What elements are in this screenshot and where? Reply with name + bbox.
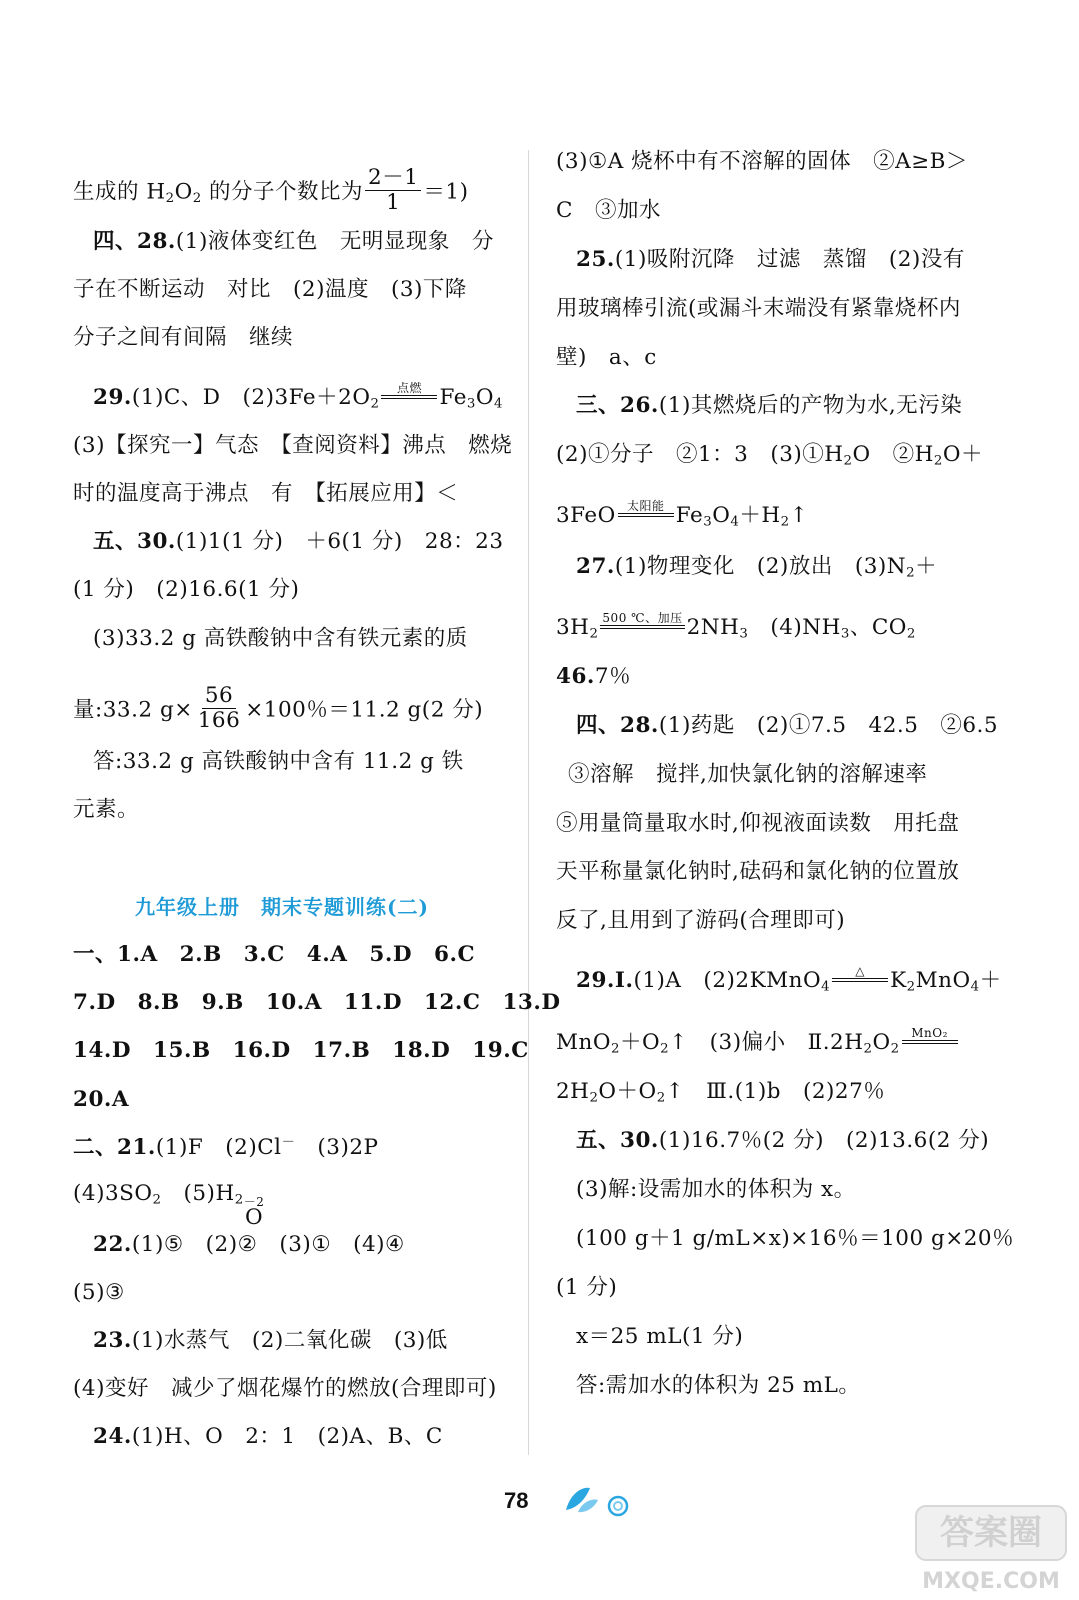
question-number: 29.Ⅰ. [576, 968, 634, 993]
equation-line: $MnO_2+O_2↑$ (3)偏小 $Ⅱ.2H_2O_2$ MnO₂ [556, 1029, 960, 1057]
answer-line: 元素。 [73, 797, 140, 822]
oxidation-state: －2 O [243, 1195, 265, 1230]
text: 生成的 H [73, 179, 166, 205]
watermark-logo-icon [912, 1500, 1072, 1598]
question-number: 五、30. [93, 529, 176, 554]
text: ＝1) [423, 179, 469, 205]
answer-line: (5)③ [73, 1280, 125, 1305]
answer-line: (3)33.2 g 高铁酸钠中含有铁元素的质 [93, 626, 468, 651]
fraction: $\frac{56}{166}$ [197, 683, 241, 733]
text: 的分子个数比为 [201, 179, 364, 205]
answer-line: (3)解:设需加水的体积为 x。 [576, 1177, 856, 1202]
answer-line: 答:33.2 g 高铁酸钠中含有 11.2 g 铁 [93, 749, 464, 774]
answer-line: (4)变好 减少了烟花爆竹的燃放(合理即可) [73, 1376, 497, 1401]
answer-line: 五、30.(1)16.7％(2 分) (2)13.6(2 分) [576, 1128, 990, 1153]
answer-line: 四、28.(1)药匙 (2)①7.5 42.5 ②6.5 [576, 713, 999, 738]
section-title: 九年级上册 期末专题训练(二) [135, 895, 429, 919]
answer-line: C ③加水 [556, 198, 661, 223]
question-number: 46. [556, 664, 595, 689]
answer-line: 25.(1)吸附沉降 过滤 蒸馏 (2)没有 [576, 247, 965, 272]
answer-line: 23.(1)水蒸气 (2)二氧化碳 (3)低 [93, 1328, 448, 1353]
equation-line: 3FeO 太阳能 $Fe_3O_4+H_2↑$ [556, 499, 809, 530]
answer-line: 分子之间有间隔 继续 [73, 325, 294, 350]
question-number: 二、21. [73, 1135, 156, 1160]
answer-line: x＝25 mL(1 分) [576, 1324, 744, 1349]
answer-line: (1 分) [556, 1275, 618, 1300]
answer-line: (1 分) (2)16.6(1 分) [73, 577, 300, 602]
answer-line: 一、1.A 2.B 3.C 4.A 5.D 6.C [73, 942, 476, 967]
reaction-condition: 点燃 [381, 381, 437, 399]
answer-line: $2H_2O+O_2↑$ Ⅲ.(1)b (2)27％ [556, 1079, 886, 1106]
question-number: 23. [93, 1328, 132, 1353]
fraction-denominator: 1 [386, 190, 401, 215]
question-number: 25. [576, 247, 615, 272]
watermark-url: MXQE.COM [922, 1569, 1060, 1594]
equation-line: 29.Ⅰ.(1)A (2)2KMnO$_4$ △ $K_2MnO_4+$ [576, 964, 1002, 995]
answer-line: 24.(1)H、O 2：1 (2)A、B、C [93, 1424, 443, 1449]
answer-line: 7.D 8.B 9.B 10.A 11.D 12.C 13.D [73, 990, 561, 1015]
text: O [174, 179, 193, 205]
question-number: 五、30. [576, 1128, 659, 1153]
question-number: 29. [93, 385, 132, 410]
answer-line: $(4)3SO_2$ $(5)H_2$ －2 O [73, 1181, 265, 1230]
question-number: 22. [93, 1232, 132, 1257]
fraction [365, 166, 421, 215]
question-number: 27. [576, 554, 615, 579]
answer-line: (3)①A 烧杯中有不溶解的固体 ②A≥B＞ [556, 149, 968, 174]
answer-line: 14.D 15.B 16.D 17.B 18.D 19.C [73, 1038, 529, 1063]
answer-line: 46.7％ [556, 664, 632, 689]
answer-line: (2)①分子 ②1：3 $(3)①H_2O$ $②H_2O+$ [556, 442, 984, 469]
answer-line: 壁) a、c [556, 345, 657, 370]
question-number: 四、28. [576, 713, 659, 738]
reaction-condition: 太阳能 [618, 499, 674, 517]
answer-line: 四、28.(1)液体变红色 无明显现象 分 [93, 229, 494, 254]
leaf-ornament-icon [560, 1480, 640, 1520]
answer-line: 天平称量氯化钠时,砝码和氯化钠的位置放 [556, 859, 960, 884]
answer-line: 27.(1)物理变化 (2)放出 $(3)N_2+$ [576, 554, 938, 581]
sub: 2 [165, 190, 175, 206]
divider [528, 150, 529, 1455]
equation-line: $3H_2$ 500 ℃、加压 $2NH_3$ $(4)NH_3$、$CO_2$ [556, 611, 916, 642]
answer-line: ③溶解 搅拌,加快氯化钠的溶解速率 [568, 762, 928, 787]
answer-line: 用玻璃棒引流(或漏斗末端没有紧靠烧杯内 [556, 296, 961, 321]
watermark-text: 答案圈 [940, 1513, 1042, 1553]
page-number: 78 [504, 1488, 529, 1513]
reaction-condition: MnO₂ [902, 1026, 958, 1044]
answer-line: 反了,且用到了游码(合理即可) [556, 908, 846, 933]
line-ratio [73, 165, 469, 217]
answer-line: ⑤用量筒量取水时,仰视液面读数 用托盘 [556, 811, 960, 836]
equation-line: 29.(1)C、D $(2)3Fe+2O_2$ 点燃 $Fe_3O_4$ [93, 381, 504, 412]
fraction-numerator: 2－1 [365, 166, 421, 191]
answer-line: 五、30.(1)1(1 分) ＋6(1 分) 28：23 [93, 529, 504, 554]
answer-line: 子在不断运动 对比 (2)温度 (3)下降 [73, 277, 467, 302]
answer-line: 二、21.(1)F (2)Cl－ (3)2P [73, 1135, 379, 1160]
answer-line: 20.A [73, 1087, 130, 1112]
answer-line: 答:需加水的体积为 25 mL。 [576, 1373, 861, 1398]
sub: 2 [192, 190, 202, 206]
question-number: 24. [93, 1424, 132, 1449]
answer-line: 22.(1)⑤ (2)② (3)① (4)④ [93, 1232, 405, 1257]
reaction-condition: 500 ℃、加压 [600, 611, 684, 629]
question-number: 四、28. [93, 229, 176, 254]
answer-line: (3)【探究一】气态 【查阅资料】沸点 燃烧 [73, 433, 513, 458]
answer-line: 三、26.(1)其燃烧后的产物为水,无污染 [576, 393, 963, 418]
answer-line: (100 g＋1 g/mL×x)×16％＝100 g×20％ [576, 1226, 1015, 1251]
answer-line: 时的温度高于沸点 有 【拓展应用】＜ [73, 481, 459, 506]
reaction-condition: △ [832, 964, 888, 982]
question-number: 三、26. [576, 393, 659, 418]
calculation-line: 量:33.2 g× $\frac{56}{166}$ ×100％＝11.2 g(2 分) [73, 683, 484, 733]
